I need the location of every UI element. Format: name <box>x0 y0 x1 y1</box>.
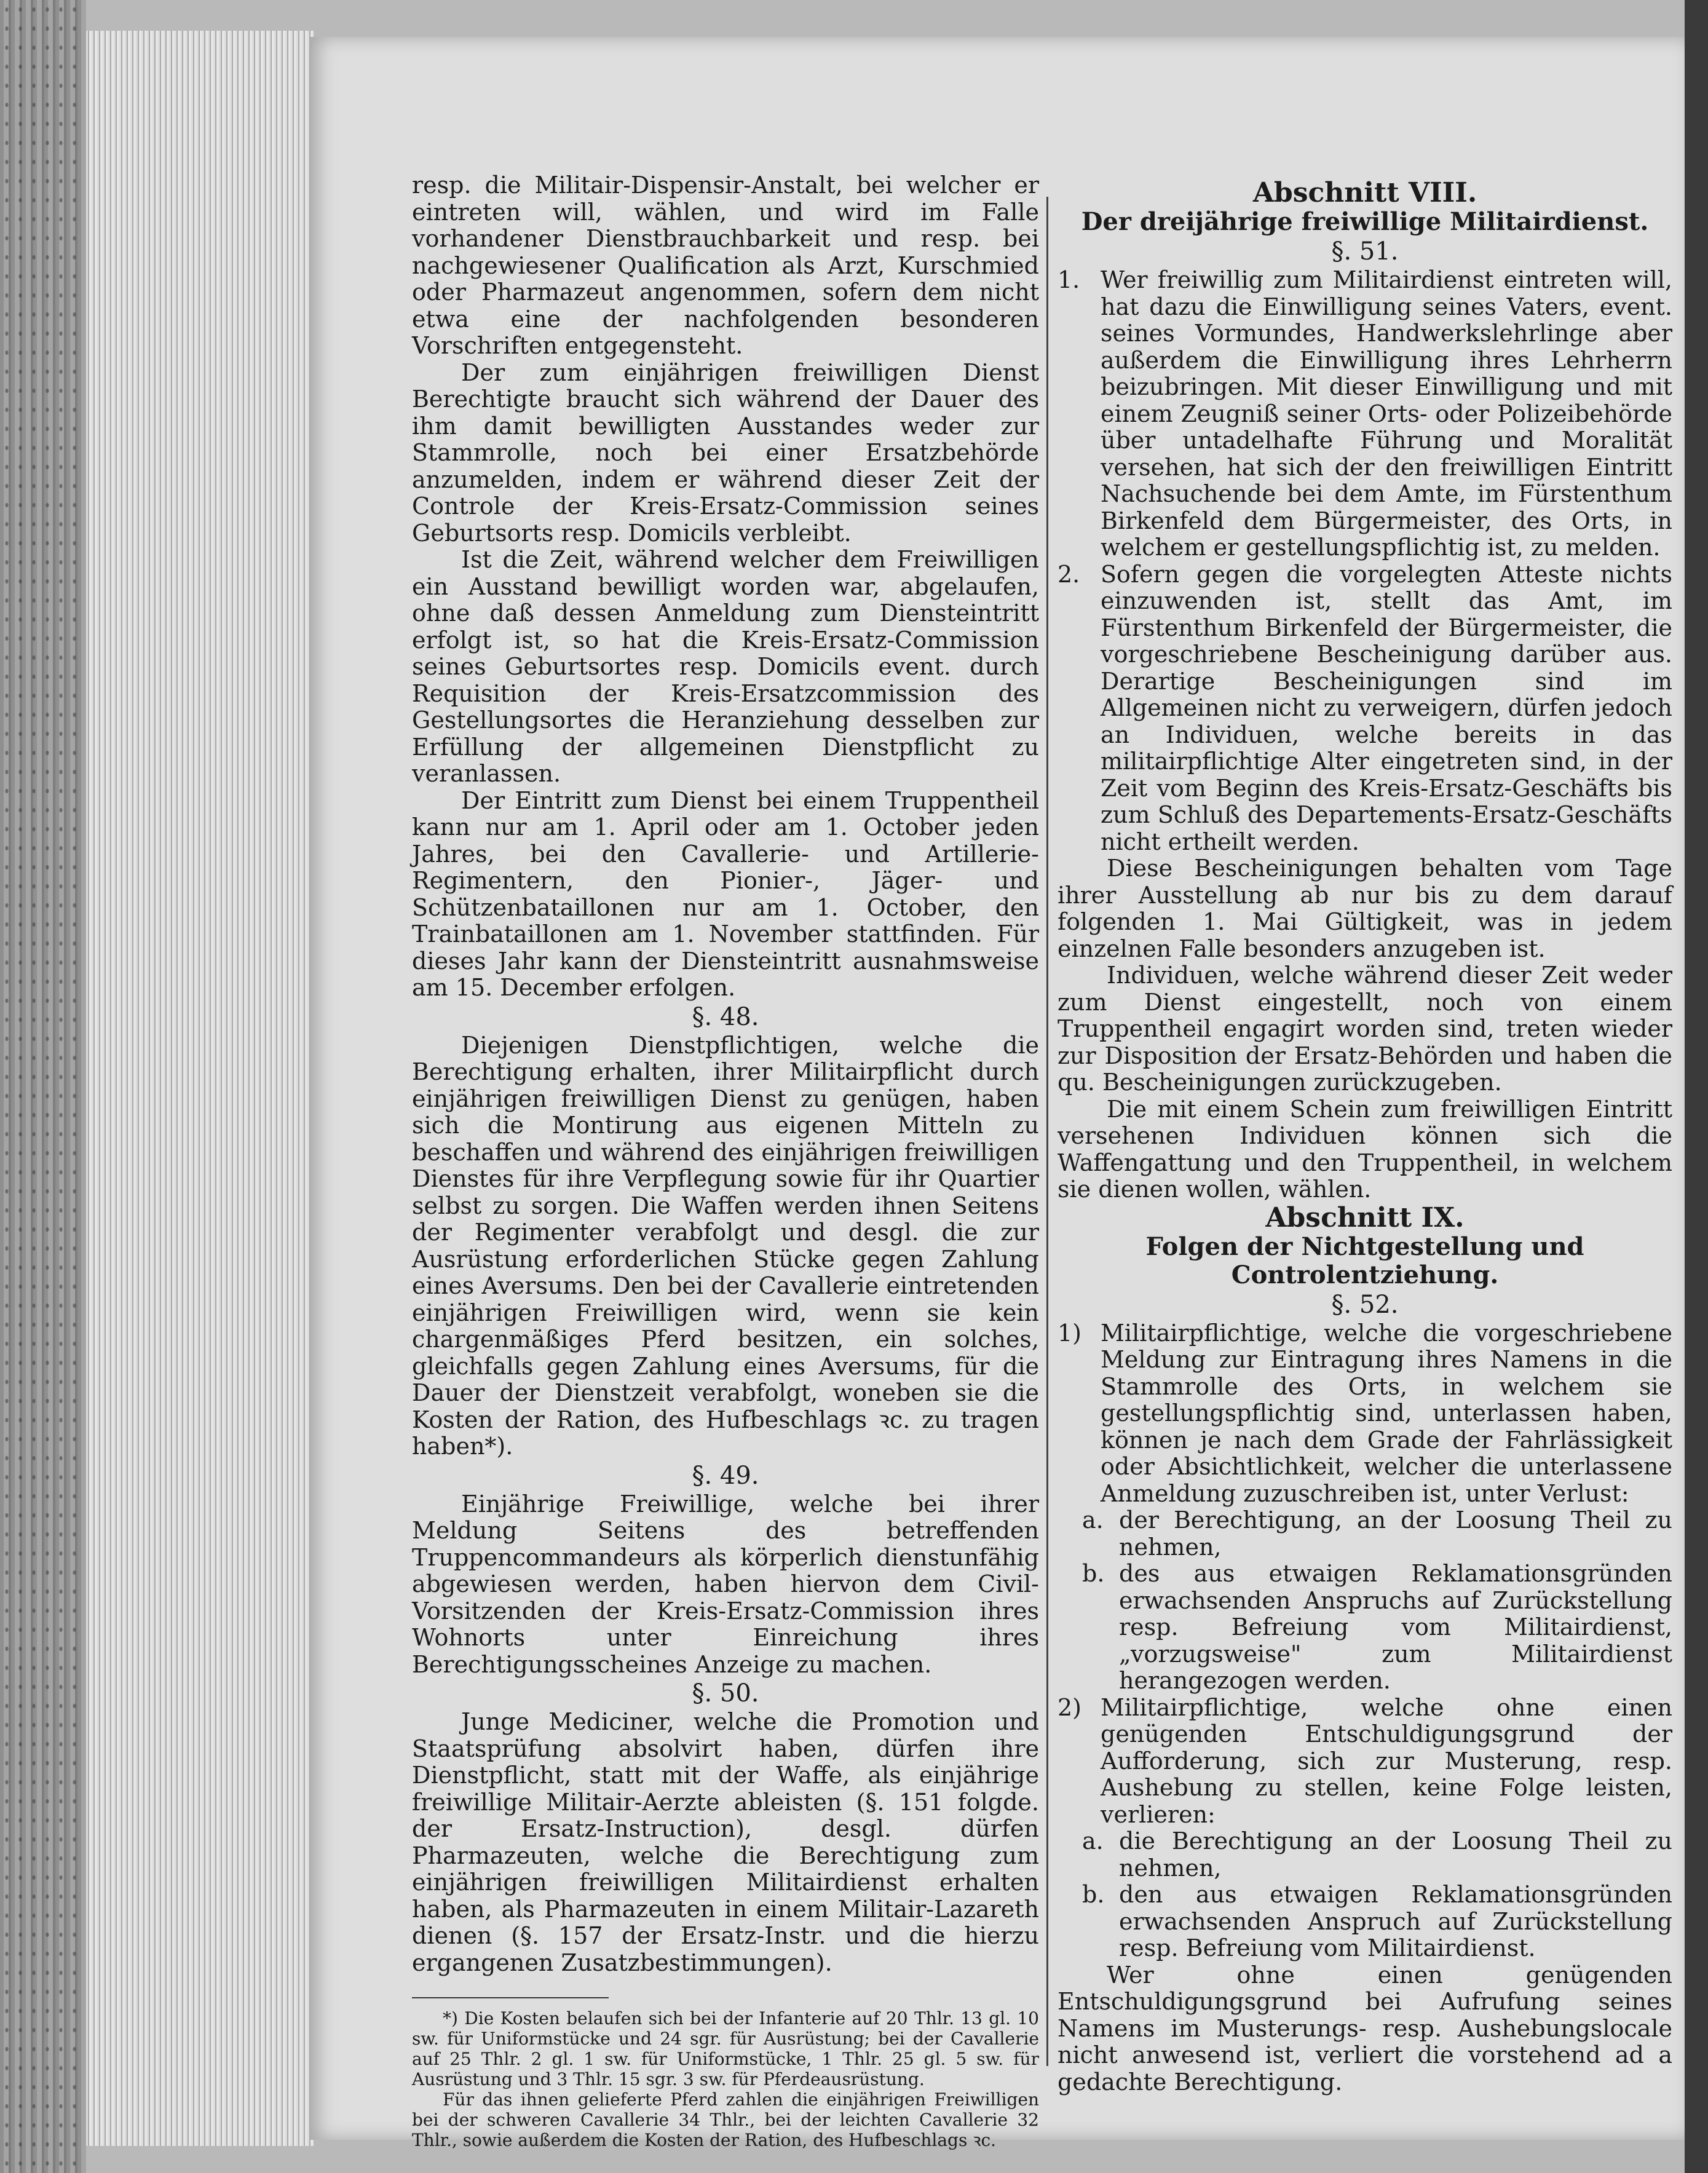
paragraph: Der zum einjährigen freiwilligen Dienst Berechtigte braucht sich während der Dauer des ihm damit bewilligten Ausstandes weder zur Stammrolle, noch bei einer Ersatzbehörde anzumelden, indem er während dieser Zeit der Controle der Kreis-Ersatz-Commission seines Geburtsorts resp. Domicils verbleibt. <box>412 358 1039 547</box>
paragraph: Die mit einem Schein zum freiwilligen Eintritt versehenen Individuen können sich die Waffengattung und den Truppentheil, in welchem sie dienen wollen, wählen. <box>1058 1095 1672 1203</box>
sub-list-item <box>1058 1828 1672 1882</box>
list-item <box>1058 1695 1672 1829</box>
list-item <box>1058 267 1672 561</box>
left-column <box>412 172 1039 2150</box>
footnote: *) Die Kosten belaufen sich bei der Infanterie auf 20 Thlr. 13 gl. 10 sw. für Uniformstücke und 24 sgr. für Ausrüstung; bei der Cavallerie auf 25 Thlr. 2 gl. 1 sw. für Uniformstücke, 1 Thlr. 25 gl. 5 sw. für Ausrüstung und 3 Thlr. 15 sgr. 3 sw. für Pferdeausrüstung. <box>412 2008 1039 2089</box>
item-number: 2. <box>1058 560 1080 588</box>
item-text: Wer freiwillig zum Militairdienst eintreten will, hat dazu die Einwilligung seines Vaters, event. seines Vormundes, Handwerkslehrlinge aber außerdem die Einwilligung ihres Lehrherrn beizubringen. Mit dieser Einwilligung und mit einem Zeugniß seiner Orts- oder Polizeibehörde über untadelhafte Führung und Moralität versehen, hat sich der den freiwilligen Eintritt Nachsuchende bei dem Amte, im Fürstenthum Birkenfeld dem Bürgermeister, des Orts, in welchem er gestellungspflichtig ist, zu melden. <box>1101 266 1672 561</box>
list-item <box>1058 561 1672 856</box>
paragraph: Ist die Zeit, während welcher dem Freiwilligen ein Ausstand bewilligt worden war, abgelaufen, ohne daß dessen Anmeldung zum Diensteintritt erfolgt ist, so hat die Kreis-Ersatz-Commission seines Geburtsortes resp. Domicils event. durch Requisition der Kreis-Ersatzcommission des Gestellungsortes die Heranziehung desselben zur Erfüllung der allgemeinen Dienstpflicht zu veranlassen. <box>412 546 1039 787</box>
paragraph: Individuen, welche während dieser Zeit weder zum Dienst eingestellt, noch von einem Truppentheil engagirt worden sind, treten wieder zur Disposition der Ersatz-Behörden und haben die qu. Bescheinigungen zurückzugeben. <box>1058 962 1672 1096</box>
column-rule <box>1046 197 1048 2066</box>
chapter-8-subtitle: Der dreijährige freiwillige Militairdienst. <box>1081 207 1649 236</box>
paragraph: Junge Mediciner, welche die Promotion und Staatsprüfung absolvirt haben, dürfen ihre Dienstpflicht, statt mit der Waffe, als einjährige freiwillige Militair-Aerzte ableisten (§. 151 folgde. der Ersatz-Instruction), desgl. dürfen Pharmazeuten, welche die Berechtigung zum einjährigen freiwilligen Militairdienst erhalten haben, als Pharmazeuten in einem Militair-Lazareth dienen (§. 157 der Ersatz-Instr. und die hierzu ergangenen Zusatzbestimmungen). <box>412 1708 1039 1976</box>
page-edges <box>86 31 314 2146</box>
item-number: 1. <box>1058 266 1080 293</box>
chapter-9-subtitle: Folgen der Nichtgestellung und Controlentziehung. <box>1145 1232 1584 1289</box>
section-48-heading: §. 48. <box>692 1002 759 1031</box>
paragraph: Der Eintritt zum Dienst bei einem Truppentheil kann nur am 1. April oder am 1. October jeden Jahres, bei den Cavallerie- und Artillerie-Regimentern, den Pionier-, Jäger- und Schützenbataillonen nur am 1. October, den Trainbataillonen am 1. November stattfinden. Für dieses Jahr kann der Diensteintritt ausnahmsweise am 15. December erfolgen. <box>412 786 1039 1001</box>
item-number: 2) <box>1058 1693 1082 1721</box>
right-edge <box>1685 0 1708 2173</box>
item-letter: a. <box>1082 1506 1104 1534</box>
section-50-heading: §. 50. <box>692 1679 759 1708</box>
list-item <box>1058 1320 1672 1508</box>
paragraph: Einjährige Freiwillige, welche bei ihrer Meldung Seitens des betreffenden Truppencommandeurs als körperlich dienstunfähig abgewiesen werden, haben hiervon dem Civil-Vorsitzenden der Kreis-Ersatz-Commission ihres Wohnorts unter Einreichung ihres Berechtigungsscheines Anzeige zu machen. <box>412 1490 1039 1678</box>
sub-list-item <box>1058 1882 1672 1962</box>
book-spine <box>0 0 86 2173</box>
footnotes <box>412 2008 1039 2150</box>
footnote: Für das ihnen gelieferte Pferd zahlen die einjährigen Freiwilligen bei der schweren Cavallerie 34 Thlr., bei der leichten Cavallerie 32 Thlr., sowie außerdem die Kosten der Ration, des Hufbeschlags ꝛc. <box>412 2089 1039 2150</box>
item-number: 1) <box>1058 1319 1082 1347</box>
chapter-9-heading: Abschnitt IX. <box>1265 1201 1465 1233</box>
chapter-8-heading: Abschnitt VIII. <box>1252 177 1477 208</box>
section-51-heading: §. 51. <box>1331 237 1399 266</box>
section-52-heading: §. 52. <box>1331 1290 1399 1319</box>
item-text: Militairpflichtige, welche die vorgeschriebene Meldung zur Eintragung ihres Namens in die Stammrolle des Orts, in welchem sie gestellungspflichtig sind, unterlassen haben, können je nach dem Grade der Fahrlässigkeit oder Absichtlichkeit, welcher die unterlassene Anmeldung zuzuschreiben ist, unter Verlust: <box>1101 1319 1672 1507</box>
item-letter: b. <box>1082 1881 1105 1908</box>
item-letter: a. <box>1082 1827 1104 1854</box>
item-text: Sofern gegen die vorgelegten Atteste nichts einzuwenden ist, stellt das Amt, im Fürstenthum Birkenfeld der Bürgermeister, die vorgeschriebene Bescheinigung darüber aus. Derartige Bescheinigungen sind im Allgemeinen nicht zu verweigern, dürfen jedoch an Individuen, welche bereits in das militairpflichtige Alter eingetreten sind, in der Zeit vom Beginn des Kreis-Ersatz-Geschäfts bis zum Schluß des Departements-Ersatz-Geschäfts nicht ertheilt werden. <box>1101 560 1672 855</box>
footnote-rule <box>412 1997 609 1998</box>
sub-list-item <box>1058 1561 1672 1695</box>
item-letter: b. <box>1082 1560 1105 1587</box>
paragraph: Diese Bescheinigungen behalten vom Tage ihrer Ausstellung ab nur bis zu dem darauf folgenden 1. Mai Gültigkeit, was in jedem einzelnen Falle besonders anzugeben ist. <box>1058 855 1672 962</box>
paragraph: Wer ohne einen genügenden Entschuldigungsgrund bei Aufrufung seines Namens im Musterungs- resp. Aushebungslocale nicht anwesend ist, verliert die vorstehend ad a gedachte Berechtigung. <box>1058 1961 1672 2096</box>
sub-list-item <box>1058 1507 1672 1561</box>
item-text: den aus etwaigen Reklamationsgründen erwachsenden Anspruch auf Zurückstellung resp. Befreiung vom Militairdienst. <box>1119 1881 1672 1961</box>
paragraph: resp. die Militair-Dispensir-Anstalt, bei welcher er eintreten will, wählen, und wird im Falle vorhandener Dienstbrauchbarkeit und resp. bei nachgewiesener Qualification als Arzt, Kurschmied oder Pharmazeut angenommen, sofern dem nicht etwa eine der nachfolgenden besonderen Vorschriften entgegensteht. <box>412 172 1039 359</box>
item-text: der Berechtigung, an der Loosung Theil zu nehmen, <box>1119 1506 1672 1561</box>
item-text: des aus etwaigen Reklamationsgründen erwachsenden Anspruchs auf Zurückstellung resp. Befreiung vom Militairdienst, „vorzugsweise" zum Militairdienst herangezogen werden. <box>1119 1560 1672 1694</box>
right-column <box>1058 178 1672 2096</box>
paragraph: Diejenigen Dienstpflichtigen, welche die Berechtigung erhalten, ihrer Militairpflicht durch einjährigen freiwilligen Dienst zu genügen, haben sich die Montirung aus eigenen Mitteln zu beschaffen und während des einjährigen freiwilligen Dienstes für ihre Verpflegung sowie für ihr Quartier selbst zu sorgen. Die Waffen werden ihnen Seitens der Regimenter verabfolgt und desgl. die zur Ausrüstung erforderlichen Stücke gegen Zahlung eines Aversums. Den bei der Cavallerie eintretenden einjährigen Freiwilligen wird, wenn sie kein chargenmäßiges Pferd besitzen, ein solches, gleichfalls gegen Zahlung eines Aversums, für die Dauer der Dienstzeit verabfolgt, woneben sie die Kosten der Ration, des Hufbeschlags ꝛc. zu tragen haben*). <box>412 1031 1039 1460</box>
section-49-heading: §. 49. <box>692 1461 759 1490</box>
item-text: die Berechtigung an der Loosung Theil zu nehmen, <box>1119 1827 1672 1882</box>
item-text: Militairpflichtige, welche ohne einen genügenden Entschuldigungsgrund der Aufforderung, sich zur Musterung, resp. Aushebung zu stellen, keine Folge leisten, verlieren: <box>1101 1693 1672 1828</box>
